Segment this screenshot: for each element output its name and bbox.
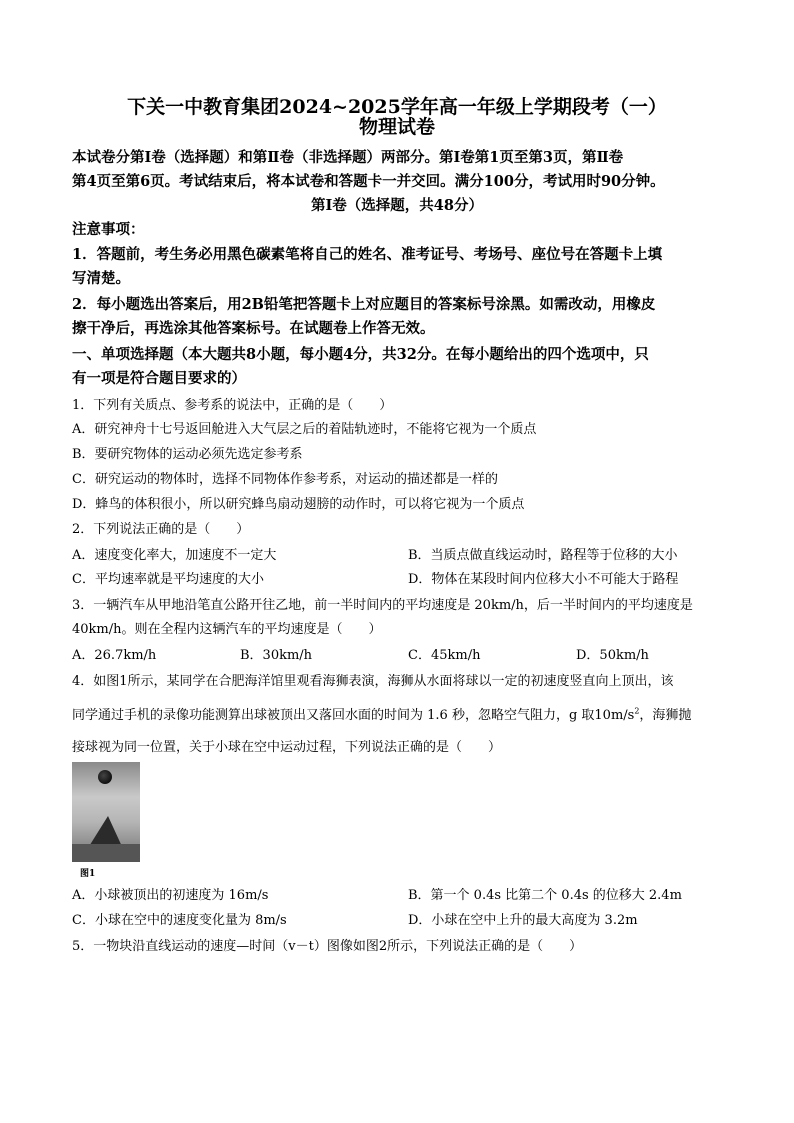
question-2-option-b: B．当质点做直线运动时，路程等于位移的大小 <box>408 548 678 563</box>
question-4-stem-line-2-text: 同学通过手机的录像功能测算出球被顶出又落回水面的时间为 1.6 秒，忽略空气阻力，g 取 <box>72 708 595 723</box>
ball-shape <box>98 770 112 784</box>
gravity-exponent: 2 <box>634 706 640 716</box>
question-2-option-a: A．速度变化率大，加速度不一定大 <box>72 548 277 563</box>
section-one-line-2: 有一项是符合题目要求的） <box>72 370 246 387</box>
question-3-stem-line-1: 3．一辆汽车从甲地沿笔直公路开往乙地，前一半时间内的平均速度是 20km/h，后一半时间内的平均速度是 <box>72 598 693 613</box>
gravity-value: 10m/s <box>594 708 635 723</box>
note-2-line-2: 擦干净后，再选涂其他答案标号。在试题卷上作答无效。 <box>72 320 435 337</box>
note-2-line-1: 2．每小题选出答案后，用2B铅笔把答题卡上对应题目的答案标号涂黑。如需改动，用橡皮 <box>72 296 656 313</box>
question-3-option-a: A．26.7km/h <box>72 648 157 663</box>
question-1-option-a: A．研究神舟十七号返回舱进入大气层之后的着陆轨迹时，不能将它视为一个质点 <box>72 422 537 437</box>
question-4-stem-line-3: 接球视为同一位置，关于小球在空中运动过程，下列说法正确的是（ ） <box>72 740 502 755</box>
note-1-line-1: 1．答题前，考生务必用黑色碳素笔将自己的姓名、准考证号、考场号、座位号在答题卡上填 <box>72 246 663 263</box>
question-3-option-b: B．30km/h <box>240 648 313 663</box>
question-4-stem-line-2 <box>72 706 722 726</box>
exam-title: 下关一中教育集团2024~2025学年高一年级上学期段考（一） <box>127 96 667 118</box>
note-1-line-2: 写清楚。 <box>72 270 130 287</box>
question-4-option-d: D．小球在空中上升的最大高度为 3.2m <box>408 913 638 928</box>
question-1-option-d: D．蜂鸟的体积很小，所以研究蜂鸟扇动翅膀的动作时，可以将它视为一个质点 <box>72 497 525 512</box>
question-4-option-b: B．第一个 0.4s 比第二个 0.4s 的位移大 2.4m <box>408 888 682 903</box>
question-3-option-d: D．50km/h <box>576 648 649 663</box>
question-1-stem: 1．下列有关质点、参考系的说法中，正确的是（ ） <box>72 398 393 413</box>
sea-lion-photo <box>72 762 140 862</box>
intro-line-1: 本试卷分第Ⅰ卷（选择题）和第Ⅱ卷（非选择题）两部分。第Ⅰ卷第1页至第3页，第Ⅱ卷 <box>72 149 624 166</box>
question-2-stem: 2．下列说法正确的是（ ） <box>72 522 250 537</box>
intro-line-2: 第4页至第6页。考试结束后，将本试卷和答题卡一并交回。满分100分，考试用时90分钟。 <box>72 173 665 190</box>
question-4-stem-line-1: 4．如图1所示，某同学在合肥海洋馆里观看海狮表演，海狮从水面将球以一定的初速度竖直向上顶出，该 <box>72 674 674 689</box>
water-shape <box>72 844 140 862</box>
question-5-stem: 5．一物块沿直线运动的速度—时间（v－t）图像如图2所示，下列说法正确的是（ ） <box>72 939 583 954</box>
question-1-option-c: C．研究运动的物体时，选择不同物体作参考系，对运动的描述都是一样的 <box>72 472 498 487</box>
figure-1-caption: 图1 <box>80 869 96 879</box>
question-2-option-c: C．平均速率就是平均速度的大小 <box>72 572 264 587</box>
question-2-option-d: D．物体在某段时间内位移大小不可能大于路程 <box>408 572 679 587</box>
question-4-option-a: A．小球被顶出的初速度为 16m/s <box>72 888 269 903</box>
exam-subtitle: 物理试卷 <box>358 116 435 138</box>
question-1-option-b: B．要研究物体的运动必须先选定参考系 <box>72 447 303 462</box>
part-one-heading: 第Ⅰ卷（选择题，共48分） <box>311 197 483 214</box>
question-4-option-c: C．小球在空中的速度变化量为 8m/s <box>72 913 287 928</box>
question-4-stem-line-2-tail: ，海狮抛 <box>639 708 692 723</box>
question-3-stem-line-2: 40km/h。则在全程内这辆汽车的平均速度是（ ） <box>72 622 382 637</box>
notes-heading: 注意事项： <box>72 221 145 238</box>
question-3-option-c: C．45km/h <box>408 648 481 663</box>
section-one-line-1: 一、单项选择题（本大题共8小题，每小题4分，共32分。在每小题给出的四个选项中，只 <box>72 346 649 363</box>
